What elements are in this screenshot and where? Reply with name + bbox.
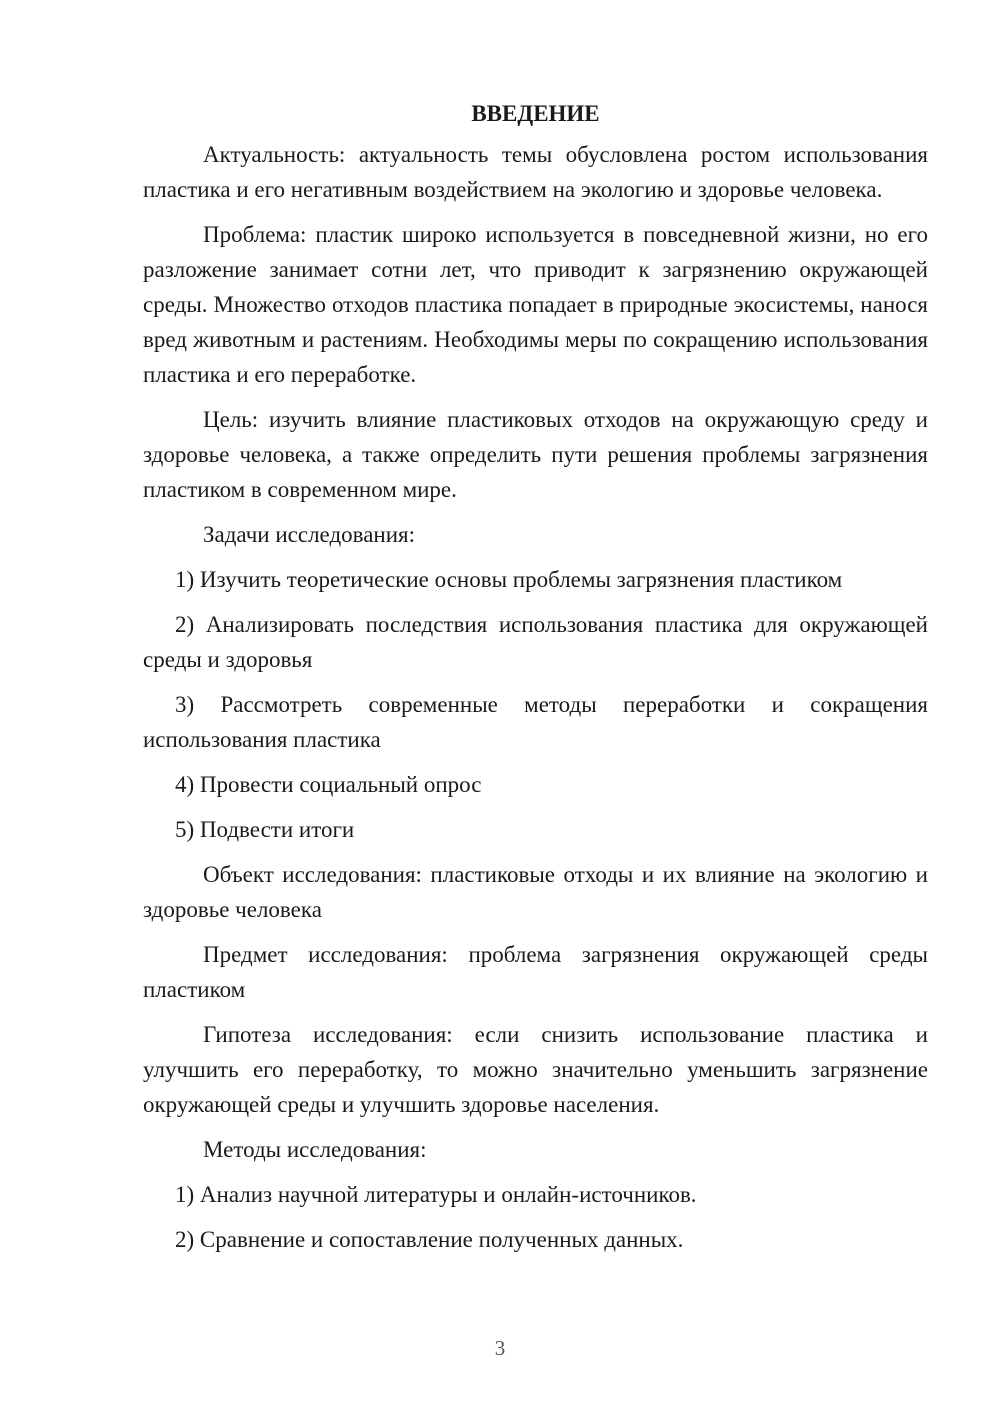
relevance-paragraph: Актуальность: актуальность темы обусловлена ростом использования пластика и его негативным воздействием на экологию и здоровье человека. — [143, 142, 928, 202]
method-item-2: 2) Сравнение и сопоставление полученных данных. — [175, 1227, 684, 1252]
page-number: 3 — [494, 1336, 506, 1360]
tasks-heading: Задачи исследования: — [203, 522, 416, 547]
task-item-1: 1) Изучить теоретические основы проблемы загрязнения пластиком — [175, 567, 843, 592]
section-title: ВВЕДЕНИЕ — [471, 101, 600, 126]
task-item-2: 2) Анализировать последствия использования пластика для окружающей среды и здоровья — [143, 612, 928, 672]
subject-paragraph: Предмет исследования: проблема загрязнения окружающей среды пластиком — [143, 942, 928, 1002]
problem-paragraph: Проблема: пластик широко используется в повседневной жизни, но его разложение занимает сотни лет, что приводит к загрязнению окружающей среды. Множество отходов пластика попадает в природные экосистемы, нанося вред животным и растениям. Необходимы меры по сокращению использования пластика и его переработке. — [143, 222, 928, 387]
task-item-3: 3) Рассмотреть современные методы переработки и сокращения использования пластика — [143, 692, 928, 752]
methods-heading: Методы исследования: — [203, 1137, 427, 1162]
method-item-1: 1) Анализ научной литературы и онлайн-источников. — [175, 1182, 697, 1207]
task-item-5: 5) Подвести итоги — [175, 817, 355, 842]
goal-paragraph: Цель: изучить влияние пластиковых отходов на окружающую среду и здоровье человека, а также определить пути решения проблемы загрязнения пластиком в современном мире. — [143, 407, 928, 502]
hypothesis-paragraph: Гипотеза исследования: если снизить использование пластика и улучшить его переработку, то можно значительно уменьшить загрязнение окружающей среды и улучшить здоровье населения. — [143, 1022, 928, 1117]
task-item-4: 4) Провести социальный опрос — [175, 772, 482, 797]
object-paragraph: Объект исследования: пластиковые отходы и их влияние на экологию и здоровье человека — [143, 862, 928, 922]
